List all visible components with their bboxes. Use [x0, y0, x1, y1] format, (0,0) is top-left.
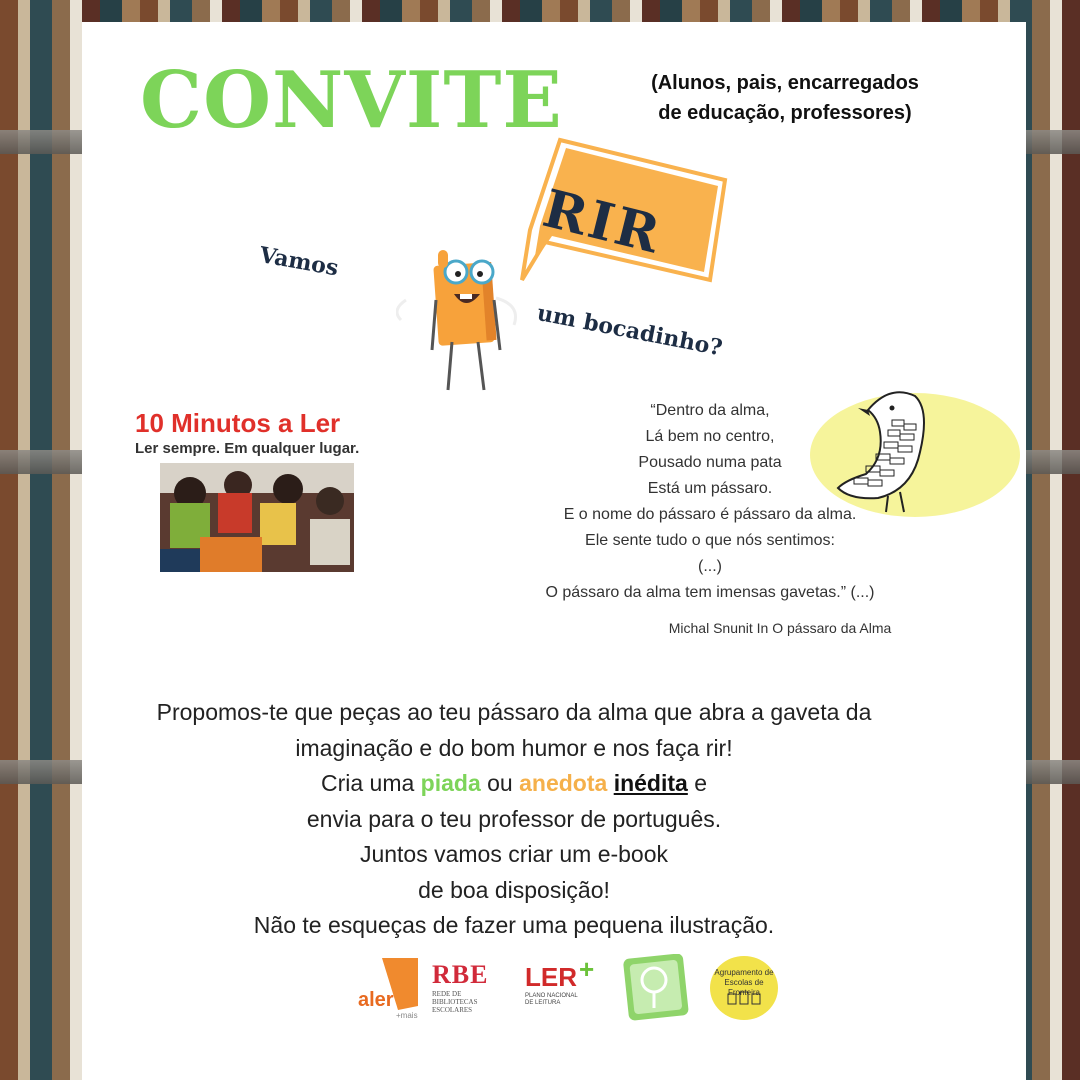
- ler-logo-subtext: PLANO NACIONAL: [525, 993, 578, 999]
- body-line: envia para o teu professor de português.: [306, 805, 722, 832]
- body-line-highlight: [100, 766, 928, 802]
- green-library-icon: [622, 954, 692, 1022]
- audience-line: (Alunos, pais, encarregados: [651, 72, 919, 94]
- poem-block: [500, 398, 920, 606]
- school-library-logo: [622, 954, 692, 1022]
- bocadinho-text: um bocadinho?: [535, 300, 725, 362]
- aler-logo-text: aler: [358, 989, 394, 1011]
- poem-line: (...): [698, 558, 722, 575]
- ler-logo-mark: LER: [525, 962, 577, 992]
- piada-word: piada: [420, 770, 481, 796]
- vamos-text: Vamos: [257, 242, 341, 282]
- book-character-illustration: [396, 250, 526, 400]
- rir-text: RIR: [537, 178, 669, 267]
- plano-nacional-leitura-logo: [525, 954, 605, 1022]
- body-text-fragment: e: [687, 770, 708, 796]
- rbe-logo: [432, 960, 502, 1022]
- ler-logo-subtext: DE LEITURA: [525, 1000, 561, 1006]
- aler-logo-subtext: +mais: [396, 1011, 418, 1020]
- ler-logo-plus: +: [579, 954, 595, 984]
- invitation-body: [100, 695, 928, 944]
- inedita-word: inédita: [613, 770, 688, 796]
- rbe-logo-subtext: REDE DE: [432, 990, 462, 998]
- poem-line: “Dentro da alma,: [650, 402, 770, 419]
- poem-line: Pousado numa pata: [638, 454, 782, 471]
- audience-text: [610, 68, 960, 128]
- body-line: Juntos vamos criar um e-book: [359, 841, 669, 867]
- body-text-fragment: Cria uma: [320, 770, 421, 796]
- audience-line: de educação, professores): [658, 102, 912, 124]
- body-line: Não te esqueças de fazer uma pequena ilustração.: [253, 912, 775, 938]
- invite-title: CONVITE: [140, 55, 563, 146]
- body-line: Propomos-te que peças ao teu pássaro da alma que abra a gaveta da: [156, 699, 872, 725]
- ten-minutes-title: 10 Minutos a Ler: [135, 408, 341, 438]
- partner-logos: [350, 952, 810, 1027]
- body-text-fragment: ou: [480, 770, 520, 796]
- poem-citation: Michal Snunit In O pássaro da Alma: [668, 620, 892, 636]
- agrupamento-logo-text: Agrupamento de Escolas de Fronteira: [714, 968, 774, 997]
- anedota-word: anedota: [519, 770, 608, 796]
- poem-line: Lá bem no centro,: [645, 428, 775, 445]
- poem-line: E o nome do pássaro é pássaro da alma.: [563, 506, 857, 523]
- body-line: imaginação e do bom humor e nos faça rir!: [295, 734, 733, 761]
- reading-students-photo: [160, 463, 354, 572]
- rbe-logo-mark: RBE: [432, 960, 489, 989]
- rbe-logo-subtext: BIBLIOTECAS: [432, 998, 478, 1006]
- agrupamento-escolas-logo: [708, 954, 780, 1022]
- ten-minutes-subtitle: Ler sempre. Em qualquer lugar.: [135, 440, 360, 457]
- aler-mais-logo: [358, 958, 418, 1020]
- body-line: de boa disposição!: [418, 876, 610, 903]
- poem-line: Ele sente tudo o que nós sentimos:: [585, 532, 835, 549]
- poem-line: Está um pássaro.: [647, 480, 773, 497]
- poem-line: O pássaro da alma tem imensas gavetas.” (...): [545, 584, 875, 601]
- rbe-logo-subtext: ESCOLARES: [432, 1006, 473, 1014]
